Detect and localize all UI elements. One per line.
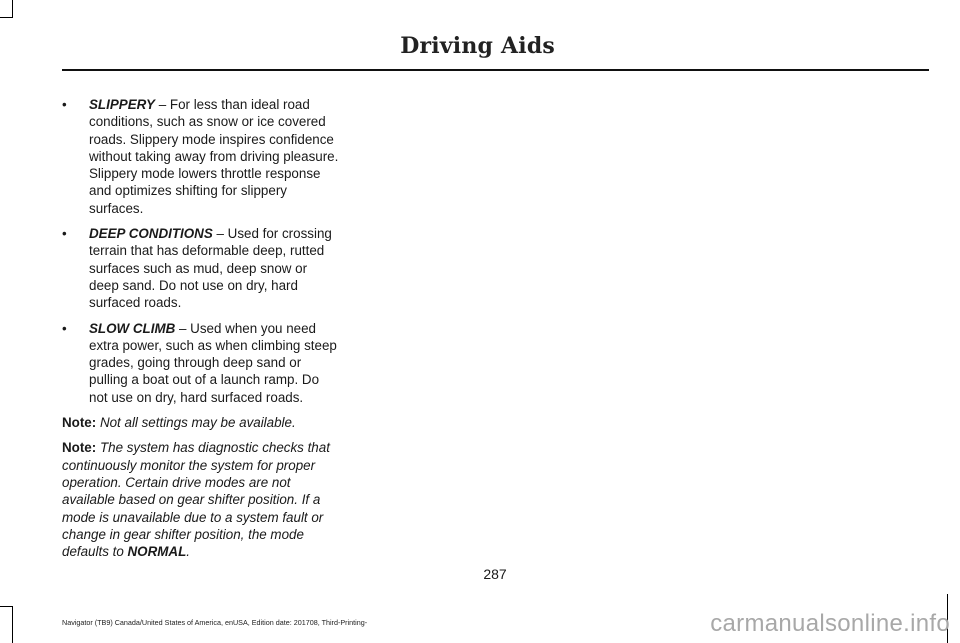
mode-description: – For less than ideal road conditions, such as snow or ice covered roads. Slippery mode inspires confidence without taking away from driving pleasure. Slippery mode lowers throttle response and optimizes shifting for slippery surfaces.: [89, 97, 339, 216]
note-emphasis: NORMAL: [127, 544, 187, 560]
bullet-icon: •: [62, 97, 67, 112]
watermark: carmanualsonline.info: [710, 610, 950, 637]
mode-description: – Used when you need extra power, such as when climbing steep grades, going through deep sand or pulling a boat out of a launch ramp. Do not use on dry, hard surfaced roads.: [89, 320, 337, 405]
mode-description: – Used for crossing terrain that has deformable deep, rutted surfaces such as mud, deep snow or deep sand. Do not use on dry, hard surfaced roads.: [89, 226, 332, 311]
note-text: Not all settings may be available.: [96, 415, 296, 431]
page-title: Driving Aids: [400, 33, 555, 59]
bullet-icon: •: [62, 320, 67, 336]
note-paragraph: [62, 439, 340, 560]
content-column: [62, 96, 340, 560]
header-divider: [62, 69, 929, 71]
page-number: 287: [483, 566, 507, 582]
list-item: [62, 320, 340, 406]
bullet-icon: •: [62, 226, 67, 242]
note-text: The system has diagnostic checks that continuously monitor the system for proper operation. Certain drive modes are not available based on gear shifter position. If a mode is unavailable due to a system fault or change in gear shifter position, the mode defaults to: [62, 440, 330, 560]
note-label: Note:: [62, 440, 97, 456]
mode-term: DEEP CONDITIONS: [89, 226, 213, 242]
note-tail: .: [186, 544, 191, 560]
mode-term: SLOW CLIMB: [89, 320, 176, 336]
list-item: [62, 225, 340, 311]
footer-text: Navigator (TB9) Canada/United States of America, enUSA, Edition date: 201708, Third-Printing-: [62, 618, 368, 627]
list-item: [62, 96, 340, 217]
note-label: Note:: [62, 415, 97, 431]
mode-term: SLIPPERY: [89, 97, 155, 112]
note-paragraph: [62, 414, 340, 431]
crop-mark-top-left-horizontal: [0, 17, 13, 18]
crop-mark-top-left-vertical: [12, 0, 13, 17]
crop-mark-bottom-left-vertical: [12, 606, 13, 643]
